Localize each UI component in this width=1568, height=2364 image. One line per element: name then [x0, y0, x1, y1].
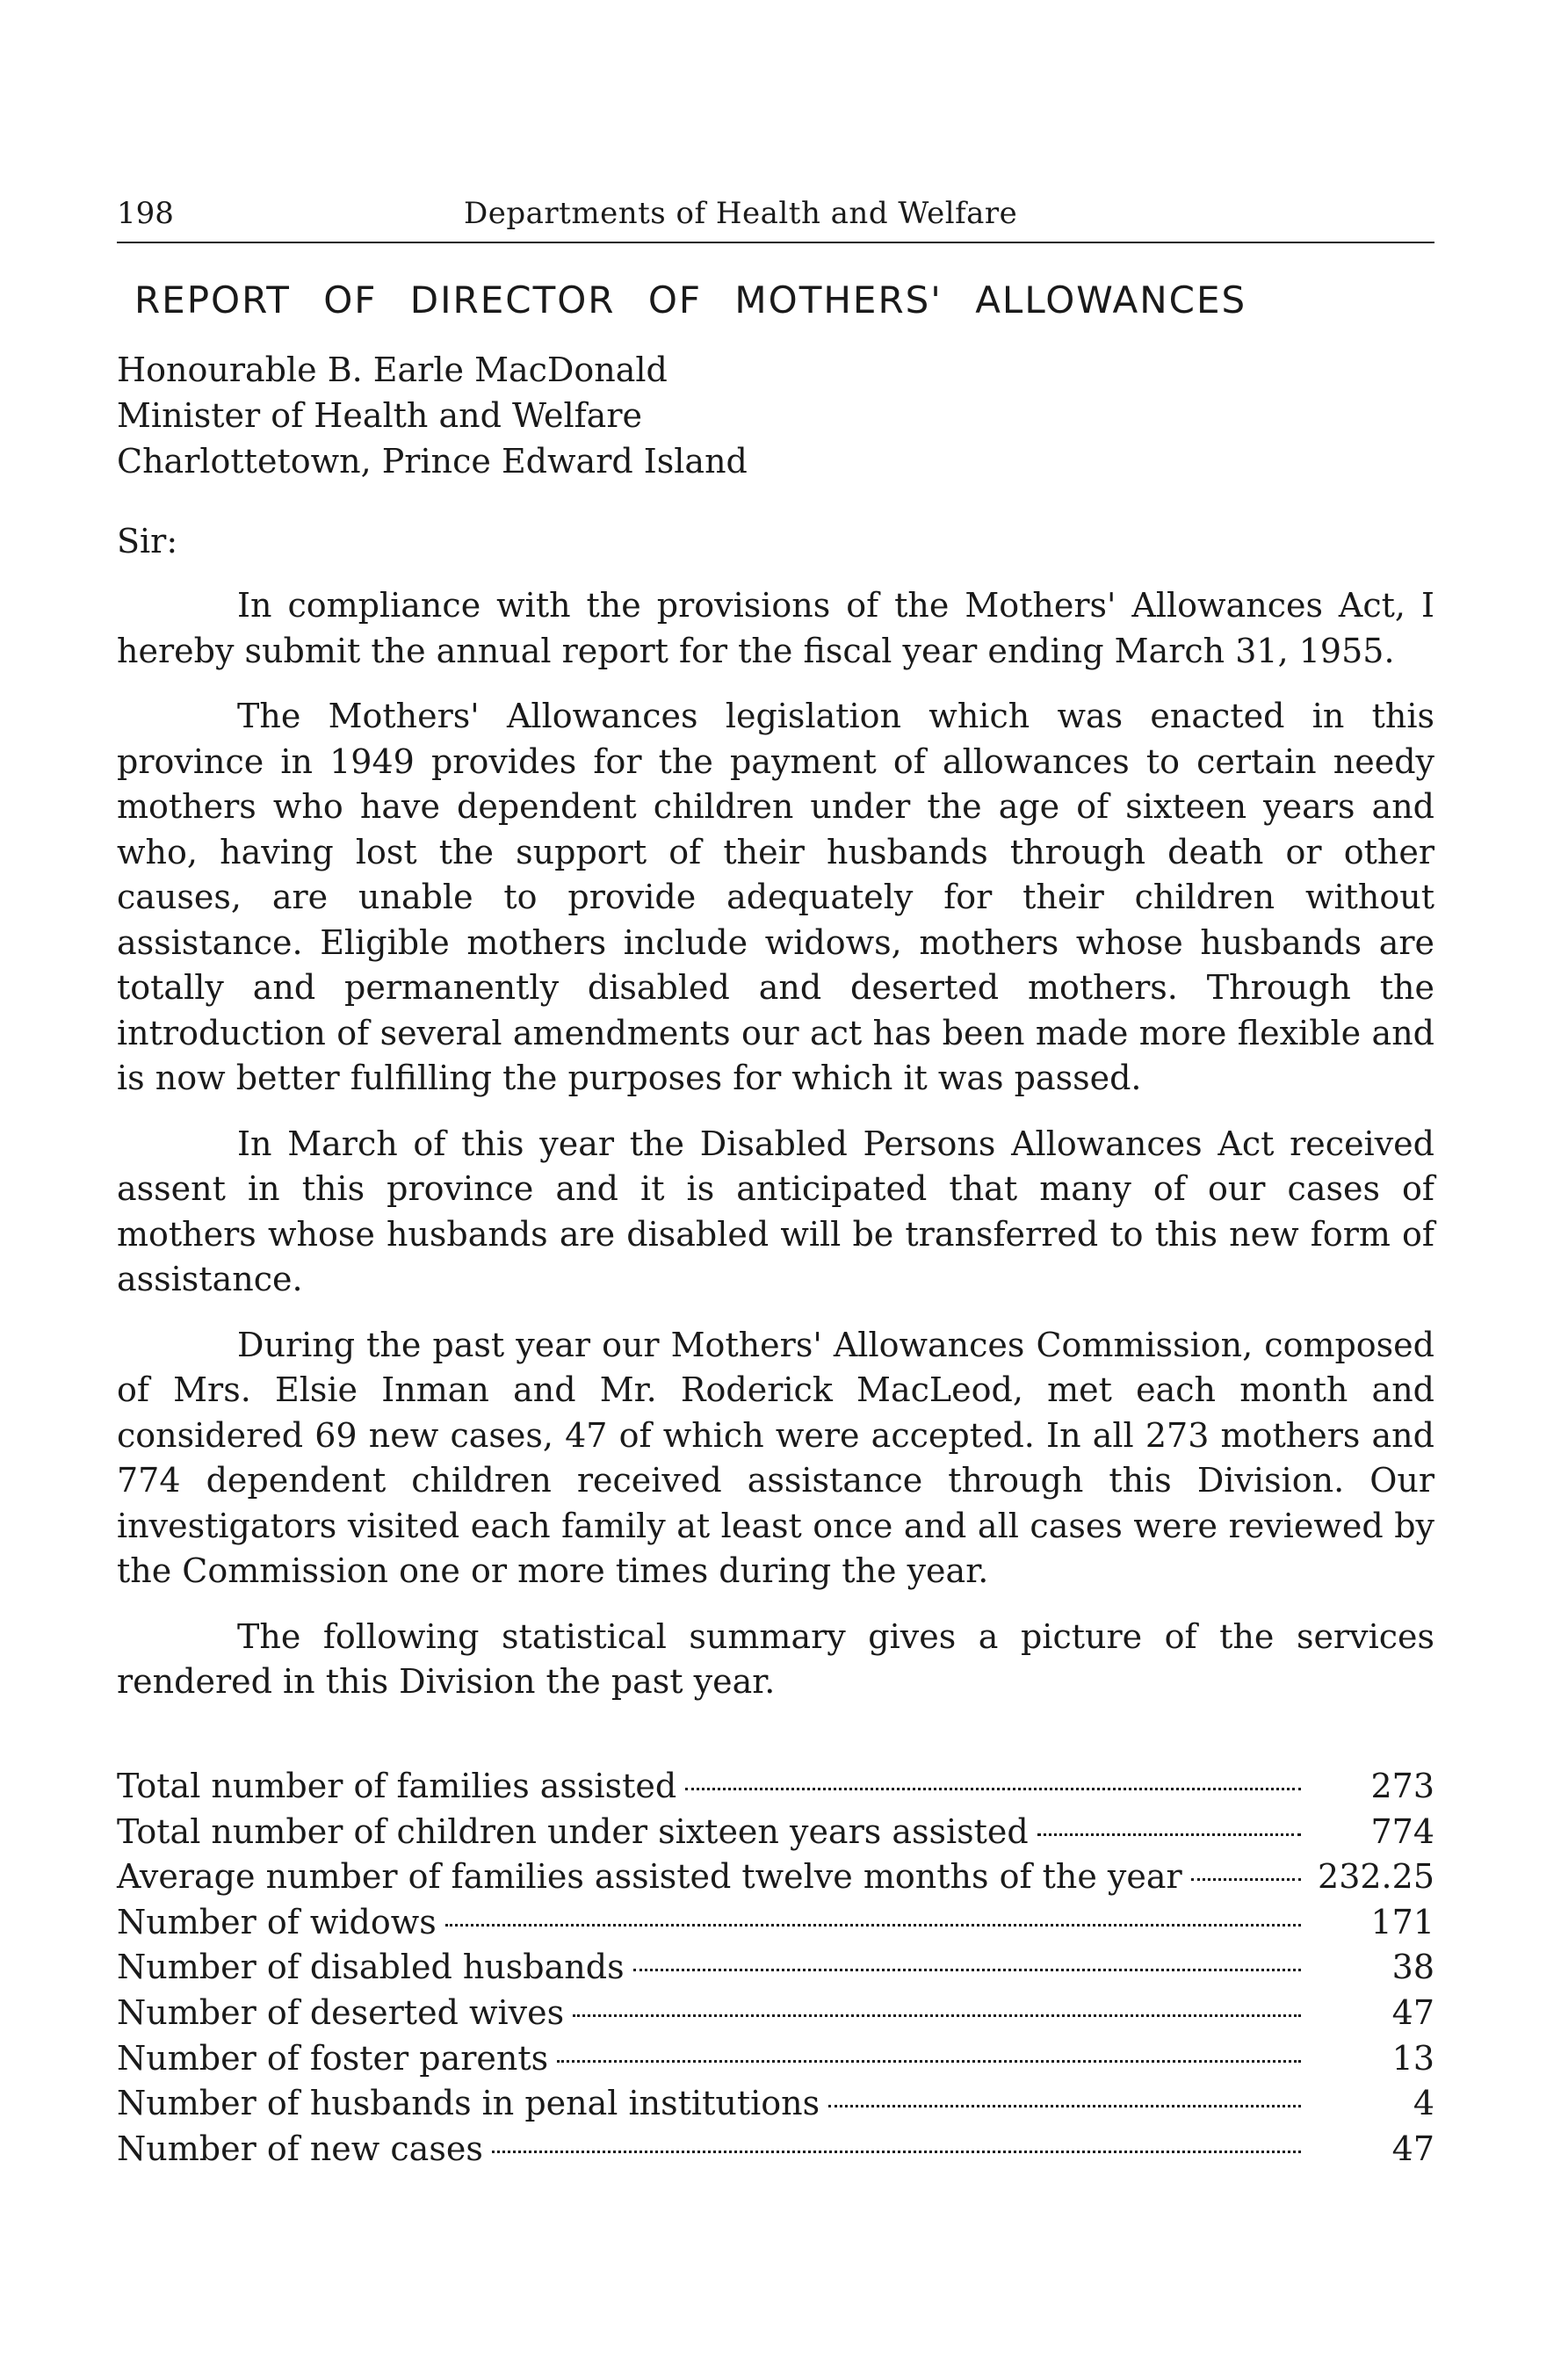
- dot-leader: [685, 1788, 1301, 1790]
- stat-row: [117, 1810, 1434, 1855]
- stat-label: Number of new cases: [117, 2129, 483, 2168]
- address-block: [117, 347, 748, 484]
- body-paragraph: In compliance with the provisions of the Mothers' Allowances Act, I hereby submit the annual report for the fiscal year ending March 31, 1955.: [117, 586, 1434, 670]
- stat-value: 47: [1391, 2129, 1434, 2168]
- stat-label: Total number of children under sixteen years assisted: [117, 1811, 1029, 1851]
- stat-value: 774: [1370, 1811, 1434, 1851]
- letter-body: [117, 583, 1434, 1725]
- stat-row: [117, 1945, 1434, 1991]
- dot-leader: [492, 2151, 1301, 2153]
- stat-value: 38: [1391, 1948, 1434, 1987]
- address-line: Honourable B. Earle MacDonald: [117, 351, 668, 389]
- dot-leader: [557, 2060, 1301, 2063]
- body-paragraph: During the past year our Mothers' Allowances Commission, composed of Mrs. Elsie Inman and Mr. Roderick MacLeod, met each month and considered 69 new cases, 47 of which were accepted. In all 273 mothers and 774 dependent children received assistance through this Division. Our investigators visited each family at least once and all cases were reviewed by the Commission one or more times during the year.: [117, 1325, 1434, 1590]
- report-title: REPORT OF DIRECTOR OF MOTHERS' ALLOWANCES: [134, 278, 1247, 322]
- stat-value: 4: [1413, 2084, 1434, 2123]
- stat-row: [117, 1900, 1434, 1946]
- stat-row: [117, 2036, 1434, 2082]
- running-header: [117, 189, 1434, 243]
- stat-label: Total number of families assisted: [117, 1767, 677, 1805]
- stat-value: 232.25: [1318, 1857, 1434, 1897]
- stat-row: [117, 1764, 1434, 1810]
- page-number: 198: [117, 196, 174, 231]
- stat-label: Number of husbands in penal institutions: [117, 2084, 820, 2123]
- dot-leader: [573, 2014, 1301, 2017]
- stat-label: Number of deserted wives: [117, 1992, 565, 2032]
- stat-value: 13: [1391, 2038, 1434, 2078]
- body-paragraph: The following statistical summary gives a picture of the services rendered in this Division the past year.: [117, 1616, 1434, 1701]
- dot-leader: [445, 1924, 1301, 1927]
- stat-label: Number of widows: [117, 1902, 437, 1941]
- salutation: Sir:: [117, 522, 178, 560]
- dot-leader: [828, 2105, 1301, 2107]
- stat-value: 47: [1391, 1992, 1434, 2032]
- stat-row: [117, 1991, 1434, 2036]
- stat-label: Number of disabled husbands: [117, 1948, 625, 1987]
- stat-value: 273: [1370, 1767, 1434, 1805]
- stat-row: [117, 1854, 1434, 1900]
- statistical-summary: [117, 1764, 1434, 2172]
- stat-value: 171: [1370, 1902, 1434, 1941]
- body-paragraph: In March of this year the Disabled Persons Allowances Act received assent in this province and it is anticipated that many of our cases of mothers whose husbands are disabled will be transferred to this new form of assistance.: [117, 1124, 1434, 1298]
- dot-leader: [1037, 1833, 1301, 1836]
- stat-row: [117, 2127, 1434, 2172]
- address-line: Charlottetown, Prince Edward Island: [117, 442, 748, 481]
- stat-row: [117, 2081, 1434, 2127]
- dot-leader: [1191, 1878, 1301, 1881]
- address-line: Minister of Health and Welfare: [117, 396, 642, 435]
- stat-label: Average number of families assisted twelve months of the year: [117, 1857, 1182, 1897]
- dot-leader: [633, 1969, 1301, 1971]
- stat-label: Number of foster parents: [117, 2038, 549, 2078]
- running-title: Departments of Health and Welfare: [464, 196, 1018, 231]
- body-paragraph: The Mothers' Allowances legislation which was enacted in this province in 1949 provides for the payment of allowances to certain needy mothers who have dependent children under the age of sixteen years and who, having lost the support of their husbands through death or other causes, are unable to provide adequately for their children without assistance. Eligible mothers include widows, mothers whose husbands are totally and permanently disabled and deserted mothers. Through the introduction of several amendments our act has been made more flexible and is now better fulfilling the purposes for which it was passed.: [117, 697, 1434, 1097]
